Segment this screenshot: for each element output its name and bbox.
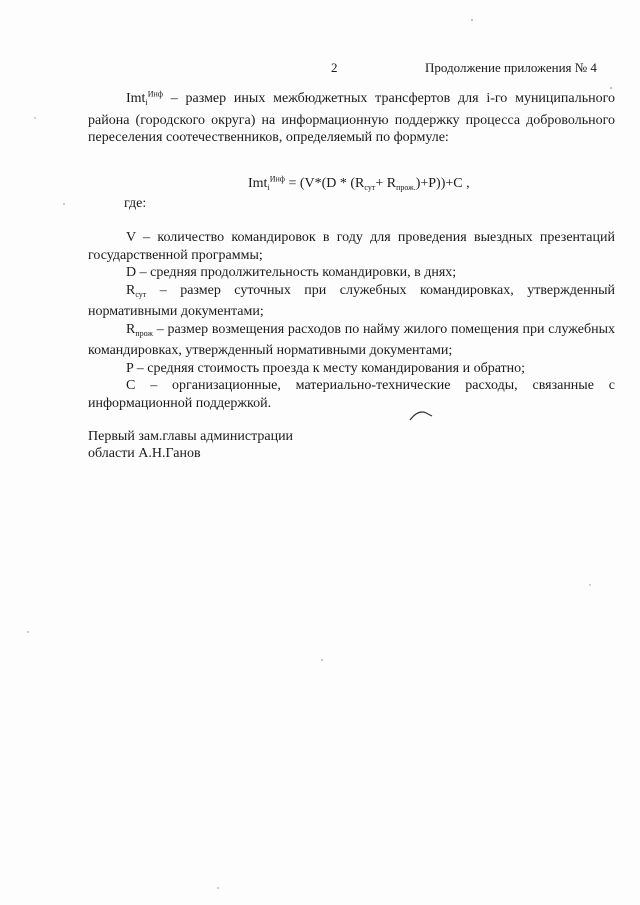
definition-c: C – организационные, материально-технические расходы, связанные с информационной поддержкой. xyxy=(88,378,615,411)
intro-term: Imt$_i^{Инф}$ xyxy=(126,89,163,107)
page-number: 2 xyxy=(331,60,338,75)
definition-rsut: $R_{сут}$ – размер суточных при служебных командировках, утвержденный нормативными документами; xyxy=(88,282,615,319)
definition-p: P – средняя стоимость проезда к месту командирования и обратно; xyxy=(126,360,526,376)
signature-line-2: области А.Н.Ганов xyxy=(88,446,201,461)
definition-d: D – средняя продолжительность командировки, в днях; xyxy=(126,265,457,280)
definition-v: V – количество командировок в году для проведения выездных презентаций государственной программы; xyxy=(88,230,615,263)
definition-rproj: $R_{прож}$ – размер возмещения расходов по найму жилого помещения при служебных командировках, утвержденный нормативными документами; xyxy=(88,321,615,358)
intro-text: – размер иных межбюджетных трансфертов для i-го муниципального района (городского округа) на информационную поддержку процесса добровольного переселения соотечественников, определяемый по формуле: xyxy=(88,91,615,145)
signature-line-1: Первый зам.главы администрации xyxy=(88,429,294,444)
appendix-note: Продолжение приложения № 4 xyxy=(425,60,597,75)
where-label: где: xyxy=(124,196,147,211)
formula: $Imt_i^{Инф} = (V*(D * (R_{сут}+ R_{прож.})+P))+C$ , xyxy=(248,174,470,192)
